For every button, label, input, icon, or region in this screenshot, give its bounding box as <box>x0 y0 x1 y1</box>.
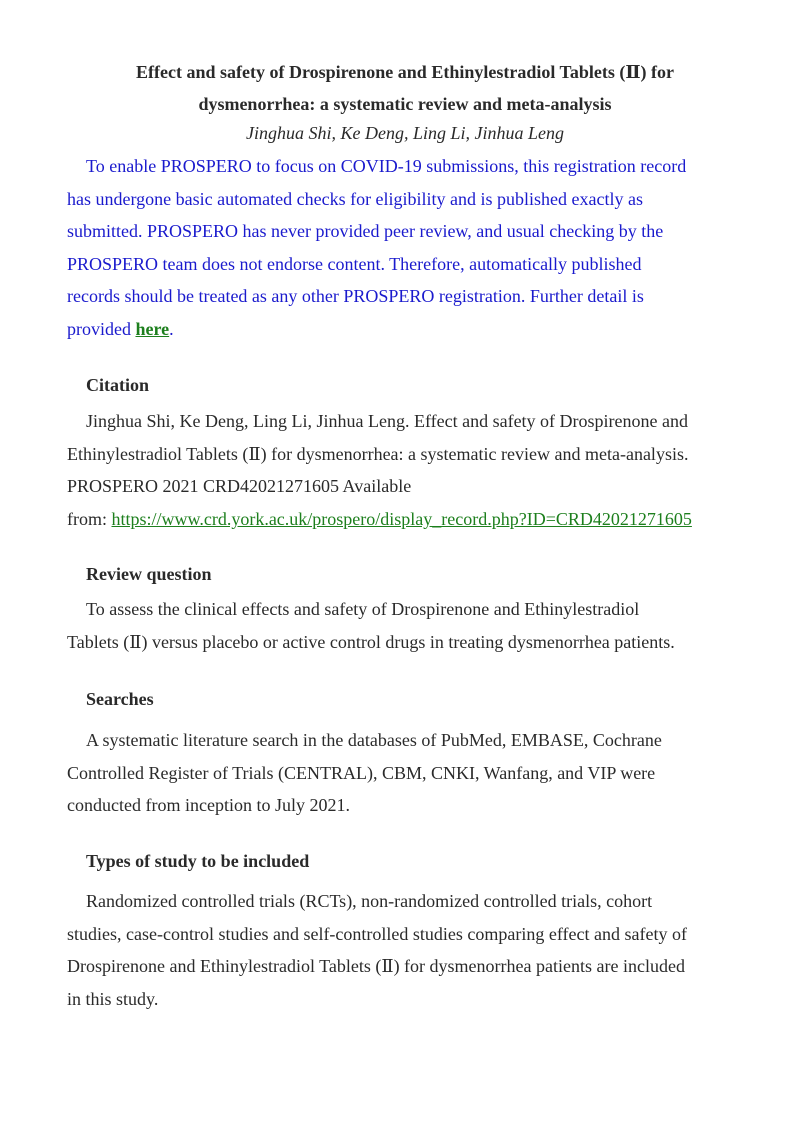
review-question-heading: Review question <box>86 564 212 584</box>
searches-line-3: conducted from inception to July 2021. <box>67 795 350 816</box>
review-question-text <box>67 593 737 658</box>
notice-line-6-prefix: provided <box>67 318 136 339</box>
prospero-record-link[interactable]: https://www.crd.york.ac.uk/prospero/display_record.php?ID=CRD42021271605 <box>111 508 692 529</box>
study-types-heading: Types of study to be included <box>86 851 310 871</box>
citation-heading: Citation <box>86 375 149 395</box>
searches-line-1: A systematic literature search in the databases of PubMed, EMBASE, Cochrane <box>86 730 662 750</box>
author-list: Jinghua Shi, Ke Deng, Ling Li, Jinhua Leng <box>246 123 564 143</box>
study-types-line-3: Drospirenone and Ethinylestradiol Tablets (Ⅱ) for dysmenorrhea patients are included <box>67 956 685 977</box>
prospero-notice <box>67 150 737 346</box>
citation-line-4 <box>67 503 737 536</box>
notice-line-6 <box>67 313 737 346</box>
notice-line-5: records should be treated as any other PROSPERO registration. Further detail is <box>67 286 644 307</box>
searches-text <box>67 724 737 822</box>
notice-line-3: submitted. PROSPERO has never provided peer review, and usual checking by the <box>67 221 664 242</box>
study-types-line-1: Randomized controlled trials (RCTs), non-randomized controlled trials, cohort <box>86 891 653 911</box>
notice-line-2: has undergone basic automated checks for eligibility and is published exactly as <box>67 188 644 209</box>
citation-line-3: PROSPERO 2021 CRD42021271605 Available <box>67 476 412 497</box>
searches-heading: Searches <box>86 689 154 709</box>
document-title <box>100 56 710 120</box>
review-question-line-2: Tablets (Ⅱ) versus placebo or active control drugs in treating dysmenorrhea patients. <box>67 631 675 652</box>
searches-line-2: Controlled Register of Trials (CENTRAL), CBM, CNKI, Wanfang, and VIP were <box>67 762 656 783</box>
citation-from-label: from: <box>67 508 112 529</box>
notice-line-6-suffix: . <box>169 318 174 339</box>
study-types-line-2: studies, case-control studies and self-controlled studies comparing effect and safety of <box>67 923 687 944</box>
citation-line-1: Jinghua Shi, Ke Deng, Ling Li, Jinhua Leng. Effect and safety of Drospirenone and <box>86 411 689 431</box>
notice-line-4: PROSPERO team does not endorse content. Therefore, automatically published <box>67 253 642 274</box>
title-line-2: dysmenorrhea: a systematic review and meta-analysis <box>198 94 612 114</box>
citation-line-2: Ethinylestradiol Tablets (Ⅱ) for dysmenorrhea: a systematic review and meta-analysis. <box>67 443 689 464</box>
review-question-line-1: To assess the clinical effects and safety of Drospirenone and Ethinylestradiol <box>86 599 640 619</box>
notice-line-1: To enable PROSPERO to focus on COVID-19 submissions, this registration record <box>86 156 687 176</box>
title-line-1: Effect and safety of Drospirenone and Ethinylestradiol Tablets (Ⅱ) for <box>135 62 674 82</box>
citation-text <box>67 405 737 535</box>
study-types-line-4: in this study. <box>67 988 159 1009</box>
here-link[interactable]: here <box>135 318 170 339</box>
study-types-text <box>67 885 737 1015</box>
